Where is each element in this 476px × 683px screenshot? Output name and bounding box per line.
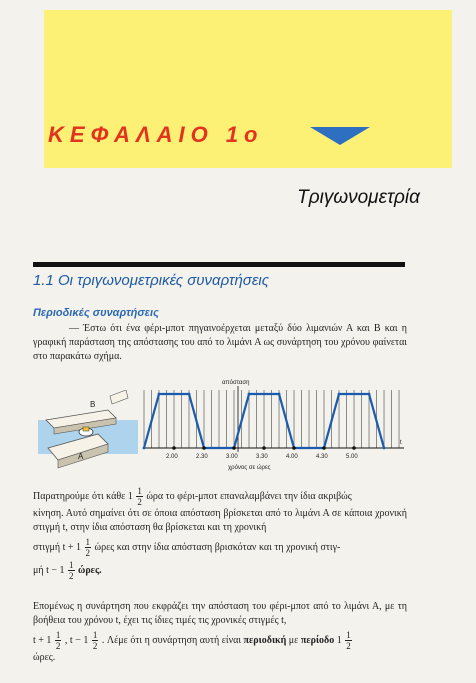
paragraph-intro: — Έστω ότι ένα φέρι-μποτ πηγαινοέρχεται μεταξύ δύο λιμανιών Α και Β και η γραφική παράσταση της απόστασης του από το λιμάνι Α ως συνάρτηση του χρόνου φαίνεται στο παρακάτω σχήμα. [33,323,407,362]
port-a-label: Α [78,452,84,461]
section-title: 1.1 Οι τριγωνομετρικές συναρτήσεις [33,272,270,289]
data-point [158,393,161,396]
distance-time-chart [138,378,410,474]
fraction-half: $\frac{1}{2}$ [85,537,91,558]
subsection-title: Περιοδικές συναρτήσεις [33,307,159,319]
page-title: Τριγωνομετρία [297,187,420,208]
data-point [278,393,281,396]
fraction-half: $\frac{1}{2}$ [137,486,142,507]
fraction-half: $\frac{1}{2}$ [55,630,61,651]
term-period: περίοδο [300,634,335,646]
x-tick-mark [172,446,176,450]
x-tick-label: 2.30 [196,454,208,460]
x-tick-mark [322,446,326,450]
data-point [383,447,386,450]
fraction-half: $\frac{1}{2}$ [92,630,98,651]
x-tick-mark [262,446,266,450]
section-divider [33,262,405,267]
x-tick-label: 4.00 [286,454,298,460]
x-tick-mark [202,446,206,450]
x-tick-label: 2.00 [166,454,178,460]
port-b-label: Β [90,400,96,409]
paragraph-period: Παρατηρούμε ότι κάθε 1 $\frac{1}{2}$ ώρα το φέρι-μποτ επαναλαμβάνει την ίδια ακριβώς κίνηση. Αυτό σημαίνει ότι σε όποια απόσταση βρίσκεται από το λιμάνι Α σε κάποια χρονική στιγμή t, στην ίδια απόσταση θα βρίσκεται και τη χρονική στιγμή t + 1 $\frac{1}{2}$ ώρες και στην ίδια απόσταση βρισκόταν και τη χρονική στιγ- μή t − 1 $\frac{1}{2}$ ώρες. [33,486,407,581]
x-tick-mark [352,446,356,450]
x-tick-mark [292,446,296,450]
chapter-label: ΚΕΦΑΛΑΙΟ 1ο [48,122,264,147]
x-tick-mark [232,446,236,450]
triangle-marker-icon [310,125,370,147]
y-axis-label: απόσταση [222,380,250,386]
x-tick-label: 5.00 [346,454,358,460]
ferry-illustration [38,390,138,474]
data-point [143,447,146,450]
data-point [248,393,251,396]
fraction-half: $\frac{1}{2}$ [346,630,351,651]
x-tick-label: 3.00 [226,454,238,460]
chart-grid [144,390,399,448]
x-tick-label: 4.30 [316,454,328,460]
data-point [368,393,371,396]
x-axis-var: t [400,440,402,446]
x-axis-label: χρόνος σε ώρες [228,465,271,471]
paragraph-definition: Επομένως η συνάρτηση που εκφράζει την απόσταση του φέρι-μποτ από το λιμάνι Α, με τη βοήθεια του χρόνου t, έχει τις ίδιες τιμές τις χρονικές στιγμές t, t + 1 $\frac{1}{2}$ , t − 1 $\frac{1}{2}$ . Λέμε ότι η συνάρτηση αυτή είναι περιοδική με περίοδο 1 $\frac{1}{2}$ ώρες. [33,601,407,663]
data-point [188,393,191,396]
x-tick-label: 3.30 [256,454,268,460]
fraction-half: $\frac{1}{2}$ [69,560,74,581]
data-point [338,393,341,396]
term-periodic: περιοδική [243,634,287,646]
